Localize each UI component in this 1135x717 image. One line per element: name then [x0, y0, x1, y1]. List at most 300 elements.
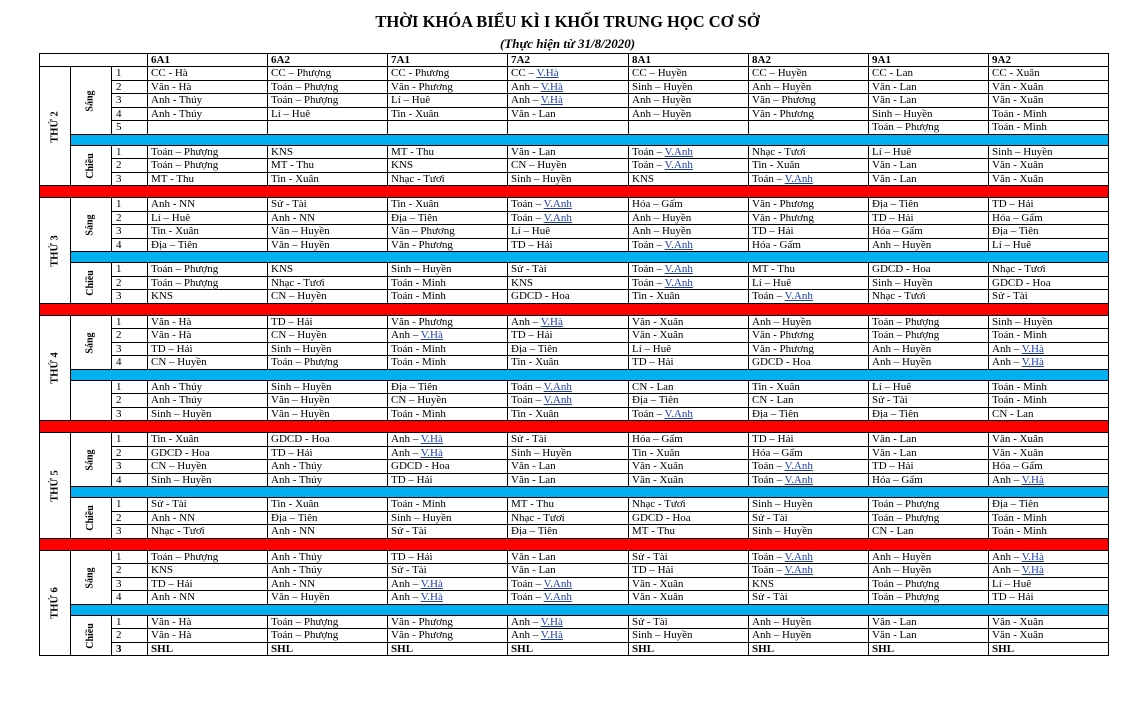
session-text: Sáng — [85, 566, 96, 589]
lesson-cell: KNS — [508, 276, 629, 290]
period-number: 3 — [112, 577, 148, 591]
lesson-cell: Toán – V.Anh — [508, 198, 629, 212]
lesson-cell: Địa – Tiên — [869, 407, 989, 421]
lesson-cell: CC - Lan — [869, 67, 989, 81]
lesson-cell: Anh – Huyền — [629, 107, 749, 121]
period-number: 3 — [112, 342, 148, 356]
lesson-cell: Văn - Hà — [148, 329, 268, 343]
period-number: 1 — [112, 380, 148, 394]
session-label — [71, 198, 112, 252]
lesson-cell: Tin - Xuân — [148, 433, 268, 447]
day-label — [40, 433, 71, 539]
separator-cell — [71, 604, 1109, 615]
lesson-cell: Văn - Lan — [869, 629, 989, 643]
lesson-cell: GDCD - Hoa — [749, 356, 869, 370]
session-text: Sáng — [85, 449, 96, 471]
lesson-cell: TD – Hải — [869, 460, 989, 474]
lesson-cell: Anh - Thúy — [268, 550, 388, 564]
teacher-link[interactable]: V.Anh — [664, 407, 693, 420]
lesson-cell: Anh - Thúy — [148, 94, 268, 108]
lesson-cell: CN – Huyền — [388, 394, 508, 408]
lesson-cell: Lí – Huê — [869, 145, 989, 159]
lesson-cell: TD – Hải — [148, 577, 268, 591]
lesson-cell: Anh - Thúy — [148, 380, 268, 394]
lesson-cell: TD – Hải — [268, 446, 388, 460]
day-separator — [40, 186, 1109, 198]
lesson-cell: Văn - Xuân — [989, 433, 1109, 447]
lesson-cell: Văn - Phương — [749, 342, 869, 356]
lesson-cell: Văn - Phương — [388, 238, 508, 252]
lesson-cell: Toán – Phượng — [869, 315, 989, 329]
teacher-link[interactable]: V.Hà — [420, 591, 443, 604]
lesson-cell: Sử - Tài — [508, 263, 629, 277]
class-header: 6A2 — [268, 54, 388, 67]
lesson-cell: Văn - Phương — [749, 329, 869, 343]
lesson-cell: CC – Phượng — [268, 67, 388, 81]
table-row — [40, 356, 1109, 370]
class-header: 7A2 — [508, 54, 629, 67]
lesson-cell: Anh – Huyền — [749, 80, 869, 94]
lesson-cell: Anh - NN — [268, 211, 388, 225]
teacher-link[interactable]: V.Anh — [543, 198, 572, 211]
session-separator — [40, 604, 1109, 615]
period-number: 4 — [112, 238, 148, 252]
lesson-cell: SHL — [508, 642, 629, 656]
period-number: 3 — [112, 94, 148, 108]
separator-cell — [71, 252, 1109, 263]
lesson-cell: Văn – Huyền — [268, 225, 388, 239]
table-row — [40, 642, 1109, 656]
day-separator — [40, 538, 1109, 550]
table-row — [40, 394, 1109, 408]
teacher-link[interactable]: V.Hà — [420, 329, 443, 342]
teacher-link[interactable]: V.Anh — [784, 290, 813, 303]
lesson-cell: Sử - Tài — [749, 591, 869, 605]
session-text: Chiều — [85, 270, 96, 297]
lesson-cell: Toán - Minh — [989, 329, 1109, 343]
lesson-cell: Toán – V.Anh — [508, 211, 629, 225]
session-text: Sáng — [85, 331, 96, 354]
lesson-cell: Hóa – Gấm — [749, 446, 869, 460]
lesson-cell: Tin - Xuân — [629, 446, 749, 460]
separator-cell — [71, 369, 1109, 380]
lesson-cell: CC - Phương — [388, 67, 508, 81]
header-row — [40, 54, 1109, 67]
lesson-cell: KNS — [148, 564, 268, 578]
lesson-cell: Sinh – Huyền — [268, 380, 388, 394]
lesson-cell: Anh - NN — [148, 511, 268, 525]
lesson-cell: CN – Huyền — [508, 159, 629, 173]
lesson-cell: CN – Huyền — [268, 290, 388, 304]
lesson-cell: Anh – V.Hà — [989, 564, 1109, 578]
lesson-cell: SHL — [989, 642, 1109, 656]
lesson-cell: Văn - Xuân — [989, 159, 1109, 173]
session-label — [71, 615, 112, 656]
teacher-link[interactable]: V.Hà — [540, 629, 563, 642]
lesson-cell: GDCD - Hoa — [869, 263, 989, 277]
teacher-link[interactable]: V.Anh — [664, 145, 693, 158]
teacher-link[interactable]: V.Anh — [664, 263, 693, 276]
lesson-cell: TD – Hải — [869, 211, 989, 225]
table-row — [40, 211, 1109, 225]
lesson-cell — [268, 121, 388, 135]
session-label — [71, 67, 112, 135]
lesson-cell: Tin - Xuân — [388, 198, 508, 212]
table-row — [40, 380, 1109, 394]
class-header: 9A2 — [989, 54, 1109, 67]
teacher-link[interactable]: V.Hà — [1021, 473, 1044, 486]
lesson-cell: Hóa - Gấm — [749, 238, 869, 252]
lesson-cell: Toán - Minh — [989, 525, 1109, 539]
lesson-cell: GDCD - Hoa — [148, 446, 268, 460]
lesson-cell — [629, 121, 749, 135]
teacher-link[interactable]: V.Hà — [1021, 564, 1044, 577]
table-row — [40, 121, 1109, 135]
header-blank — [40, 54, 148, 67]
lesson-cell: Toán – Phượng — [148, 276, 268, 290]
teacher-link[interactable]: V.Anh — [543, 394, 572, 407]
lesson-cell: Sử - Tài — [148, 498, 268, 512]
teacher-link[interactable]: V.Anh — [543, 577, 572, 590]
lesson-cell: TD – Hải — [749, 225, 869, 239]
teacher-link[interactable]: V.Hà — [540, 94, 563, 107]
period-number: 1 — [112, 615, 148, 629]
lesson-cell: Văn - Xuân — [629, 315, 749, 329]
lesson-cell: Toán – Phượng — [869, 121, 989, 135]
lesson-cell: Toán – Phượng — [869, 511, 989, 525]
page-title: THỜI KHÓA BIỂU KÌ I KHỐI TRUNG HỌC CƠ SỞ — [375, 12, 760, 31]
lesson-cell: Nhạc - Tươi — [869, 290, 989, 304]
table-row — [40, 407, 1109, 421]
teacher-link[interactable]: V.Anh — [543, 591, 572, 604]
lesson-cell: CC - Xuân — [989, 67, 1109, 81]
lesson-cell: Toán – V.Anh — [629, 276, 749, 290]
lesson-cell: Văn - Phương — [749, 107, 869, 121]
day-label — [40, 550, 71, 656]
table-row — [40, 511, 1109, 525]
lesson-cell: SHL — [268, 642, 388, 656]
lesson-cell: TD – Hải — [629, 564, 749, 578]
lesson-cell: Văn - Lan — [508, 473, 629, 487]
lesson-cell: CC – Huyền — [629, 67, 749, 81]
lesson-cell: Sinh – Huyền — [508, 446, 629, 460]
lesson-cell: Sinh – Huyền — [869, 276, 989, 290]
lesson-cell: Toán – Phượng — [148, 550, 268, 564]
lesson-cell: SHL — [629, 642, 749, 656]
lesson-cell: CC – V.Hà — [508, 67, 629, 81]
lesson-cell: Toán – Phượng — [268, 94, 388, 108]
lesson-cell: Toán – Phượng — [869, 577, 989, 591]
lesson-cell: Sinh – Huyền — [869, 107, 989, 121]
lesson-cell: KNS — [268, 263, 388, 277]
lesson-cell: Toán – V.Anh — [629, 145, 749, 159]
teacher-link[interactable]: V.Hà — [1021, 356, 1044, 369]
separator-cell — [40, 538, 1109, 550]
table-row — [40, 107, 1109, 121]
lesson-cell: Sinh – Huyền — [508, 172, 629, 186]
period-number: 2 — [112, 394, 148, 408]
lesson-cell: CN - Lan — [869, 525, 989, 539]
lesson-cell: Sinh – Huyền — [629, 80, 749, 94]
lesson-cell: Anh – Huyền — [749, 615, 869, 629]
lesson-cell: Anh – V.Hà — [508, 615, 629, 629]
session-label — [71, 498, 112, 539]
lesson-cell: Toán – V.Anh — [749, 564, 869, 578]
lesson-cell: Anh – V.Hà — [388, 329, 508, 343]
lesson-cell: Văn - Xuân — [989, 80, 1109, 94]
day-text: THỨ 2 — [49, 110, 61, 143]
teacher-link[interactable]: V.Hà — [540, 80, 563, 93]
lesson-cell: Tin - Xuân — [268, 498, 388, 512]
teacher-link[interactable]: V.Anh — [784, 550, 813, 563]
period-number: 2 — [112, 564, 148, 578]
lesson-cell: Văn - Lan — [869, 615, 989, 629]
teacher-link[interactable]: V.Anh — [543, 380, 572, 393]
day-text: THỨ 3 — [49, 235, 61, 267]
teacher-link[interactable]: V.Hà — [420, 433, 443, 446]
period-number: 3 — [112, 407, 148, 421]
lesson-cell: Toán – V.Anh — [749, 172, 869, 186]
separator-cell — [71, 134, 1109, 145]
lesson-cell: Anh – V.Hà — [508, 94, 629, 108]
table-row — [40, 433, 1109, 447]
lesson-cell: Hóa – Gấm — [989, 211, 1109, 225]
lesson-cell: Anh – V.Hà — [388, 577, 508, 591]
period-number: 2 — [112, 446, 148, 460]
period-number: 5 — [112, 121, 148, 135]
lesson-cell: Sử - Tài — [749, 511, 869, 525]
table-row — [40, 498, 1109, 512]
lesson-cell: MT - Thu — [388, 145, 508, 159]
lesson-cell: Toán – V.Anh — [629, 263, 749, 277]
table-row — [40, 629, 1109, 643]
lesson-cell: Anh – Huyền — [869, 238, 989, 252]
lesson-cell: Sinh – Huyền — [388, 511, 508, 525]
teacher-link[interactable]: V.Hà — [420, 577, 443, 590]
lesson-cell: Anh – V.Hà — [388, 446, 508, 460]
teacher-link[interactable]: V.Hà — [1021, 550, 1044, 563]
lesson-cell: Văn - Lan — [869, 159, 989, 173]
table-row — [40, 329, 1109, 343]
lesson-cell: Tin - Xuân — [508, 356, 629, 370]
lesson-cell: KNS — [268, 145, 388, 159]
lesson-cell: Anh – V.Hà — [388, 433, 508, 447]
lesson-cell: Sinh – Huyền — [148, 473, 268, 487]
lesson-cell: Anh – Huyền — [869, 342, 989, 356]
lesson-cell: Văn – Huyền — [268, 394, 388, 408]
session-separator — [40, 252, 1109, 263]
lesson-cell: TD – Hải — [989, 198, 1109, 212]
lesson-cell: Hóa – Gấm — [989, 460, 1109, 474]
lesson-cell: Sử - Tài — [629, 550, 749, 564]
lesson-cell: KNS — [148, 290, 268, 304]
timetable — [39, 53, 1109, 656]
lesson-cell: Anh – Huyền — [749, 629, 869, 643]
table-row — [40, 145, 1109, 159]
lesson-cell: Toán - Minh — [388, 342, 508, 356]
lesson-cell: Lí – Huê — [989, 238, 1109, 252]
period-number: 4 — [112, 473, 148, 487]
lesson-cell: Văn – Phương — [388, 225, 508, 239]
session-text: Chiều — [85, 505, 96, 532]
lesson-cell — [148, 121, 268, 135]
teacher-link[interactable]: V.Anh — [543, 211, 572, 224]
separator-cell — [40, 303, 1109, 315]
lesson-cell: TD – Hải — [629, 356, 749, 370]
lesson-cell: Nhạc - Tươi — [989, 263, 1109, 277]
lesson-cell: Văn – Huyền — [268, 407, 388, 421]
day-separator — [40, 421, 1109, 433]
lesson-cell: Văn - Phương — [388, 615, 508, 629]
lesson-cell: Văn - Phương — [749, 198, 869, 212]
lesson-cell: Lí – Huê — [989, 577, 1109, 591]
lesson-cell: Lí – Huê — [388, 94, 508, 108]
lesson-cell: Văn - Xuân — [989, 615, 1109, 629]
lesson-cell: Toán – Phượng — [148, 145, 268, 159]
period-number: 1 — [112, 198, 148, 212]
lesson-cell: Địa – Tiên — [148, 238, 268, 252]
class-header: 9A1 — [869, 54, 989, 67]
session-separator — [40, 369, 1109, 380]
lesson-cell: Văn - Phương — [388, 629, 508, 643]
lesson-cell: Văn - Lan — [869, 172, 989, 186]
period-number: 2 — [112, 629, 148, 643]
lesson-cell: Toán – V.Anh — [749, 550, 869, 564]
table-row — [40, 238, 1109, 252]
class-header: 8A2 — [749, 54, 869, 67]
lesson-cell: TD – Hải — [268, 315, 388, 329]
lesson-cell: Sử - Tài — [388, 564, 508, 578]
lesson-cell: Nhạc - Tươi — [508, 511, 629, 525]
lesson-cell: Anh – V.Hà — [508, 629, 629, 643]
lesson-cell: Anh – Huyền — [629, 225, 749, 239]
period-number: 1 — [112, 145, 148, 159]
separator-cell — [71, 487, 1109, 498]
lesson-cell — [388, 121, 508, 135]
teacher-link[interactable]: V.Anh — [664, 159, 693, 172]
lesson-cell: KNS — [388, 159, 508, 173]
teacher-link[interactable]: V.Anh — [784, 460, 813, 473]
table-row — [40, 159, 1109, 173]
lesson-cell: CN – Huyền — [148, 356, 268, 370]
lesson-cell: Toán – Phượng — [148, 159, 268, 173]
lesson-cell: Toán – V.Anh — [629, 407, 749, 421]
lesson-cell: TD – Hải — [749, 433, 869, 447]
lesson-cell: Anh - NN — [148, 591, 268, 605]
teacher-link[interactable]: V.Hà — [1021, 342, 1044, 355]
teacher-link[interactable]: V.Anh — [664, 238, 693, 251]
lesson-cell: Toán – Phượng — [268, 629, 388, 643]
lesson-cell: Anh - NN — [268, 577, 388, 591]
teacher-link[interactable]: V.Anh — [784, 172, 813, 185]
table-row — [40, 577, 1109, 591]
teacher-link[interactable]: V.Hà — [536, 67, 559, 80]
lesson-cell: SHL — [749, 642, 869, 656]
lesson-cell: Văn - Xuân — [629, 473, 749, 487]
lesson-cell: Tin - Xuân — [508, 407, 629, 421]
lesson-cell: Toán – V.Anh — [749, 473, 869, 487]
lesson-cell: Địa – Tiên — [508, 525, 629, 539]
lesson-cell: Sinh – Huyền — [749, 525, 869, 539]
lesson-cell: Văn - Xuân — [629, 460, 749, 474]
lesson-cell: Anh – Huyền — [869, 356, 989, 370]
lesson-cell: Địa – Tiên — [749, 407, 869, 421]
lesson-cell: Anh – V.Hà — [508, 80, 629, 94]
lesson-cell: CN - Lan — [629, 380, 749, 394]
lesson-cell: Văn - Lan — [869, 446, 989, 460]
lesson-cell: Văn - Xuân — [629, 329, 749, 343]
table-row — [40, 473, 1109, 487]
lesson-cell: Toán - Minh — [989, 394, 1109, 408]
lesson-cell: Sinh – Huyền — [388, 263, 508, 277]
teacher-link[interactable]: V.Hà — [420, 446, 443, 459]
lesson-cell: Anh – V.Hà — [388, 591, 508, 605]
lesson-cell: Tin - Xuân — [749, 159, 869, 173]
lesson-cell: Sử - Tài — [508, 433, 629, 447]
lesson-cell: Tin - Xuân — [148, 225, 268, 239]
lesson-cell: Sinh – Huyền — [749, 498, 869, 512]
day-text: THỨ 5 — [49, 470, 61, 502]
separator-cell — [40, 186, 1109, 198]
lesson-cell: Anh – Huyền — [869, 550, 989, 564]
table-row — [40, 525, 1109, 539]
teacher-link[interactable]: V.Hà — [540, 315, 563, 328]
lesson-cell: Địa – Tiên — [629, 394, 749, 408]
lesson-cell: Nhạc - Tươi — [388, 172, 508, 186]
lesson-cell: Văn - Xuân — [629, 577, 749, 591]
period-number: 3 — [112, 460, 148, 474]
period-number: 4 — [112, 107, 148, 121]
lesson-cell: GDCD - Hoa — [268, 433, 388, 447]
session-label — [71, 315, 112, 369]
session-label — [71, 433, 112, 487]
lesson-cell: Toán - Minh — [989, 107, 1109, 121]
lesson-cell: Văn – Huyền — [268, 238, 388, 252]
lesson-cell: Toán - Minh — [388, 498, 508, 512]
lesson-cell: GDCD - Hoa — [388, 460, 508, 474]
lesson-cell: Toán - Minh — [388, 276, 508, 290]
lesson-cell: CN - Lan — [989, 407, 1109, 421]
teacher-link[interactable]: V.Hà — [540, 615, 563, 628]
lesson-cell: Nhạc - Tươi — [629, 498, 749, 512]
table-row — [40, 550, 1109, 564]
lesson-cell: Văn - Hà — [148, 80, 268, 94]
table-row — [40, 591, 1109, 605]
lesson-cell: Anh – V.Hà — [989, 342, 1109, 356]
lesson-cell: KNS — [629, 172, 749, 186]
teacher-link[interactable]: V.Anh — [784, 473, 813, 486]
lesson-cell: Văn - Lan — [508, 145, 629, 159]
lesson-cell: Văn - Lan — [508, 564, 629, 578]
lesson-cell: Tin - Xuân — [388, 107, 508, 121]
lesson-cell: Toán – Phượng — [268, 80, 388, 94]
lesson-cell: Anh – V.Hà — [989, 473, 1109, 487]
lesson-cell: Anh – Huyền — [749, 315, 869, 329]
teacher-link[interactable]: V.Anh — [664, 276, 693, 289]
lesson-cell: Anh – V.Hà — [989, 550, 1109, 564]
lesson-cell: Toán - Minh — [989, 380, 1109, 394]
lesson-cell: SHL — [148, 642, 268, 656]
day-label — [40, 67, 71, 186]
lesson-cell: GDCD - Hoa — [989, 276, 1109, 290]
lesson-cell: Toán – Phượng — [869, 498, 989, 512]
table-row — [40, 67, 1109, 81]
lesson-cell: Văn - Xuân — [989, 446, 1109, 460]
lesson-cell: Văn - Lan — [869, 80, 989, 94]
teacher-link[interactable]: V.Anh — [784, 564, 813, 577]
table-row — [40, 342, 1109, 356]
lesson-cell: Lí – Huê — [268, 107, 388, 121]
